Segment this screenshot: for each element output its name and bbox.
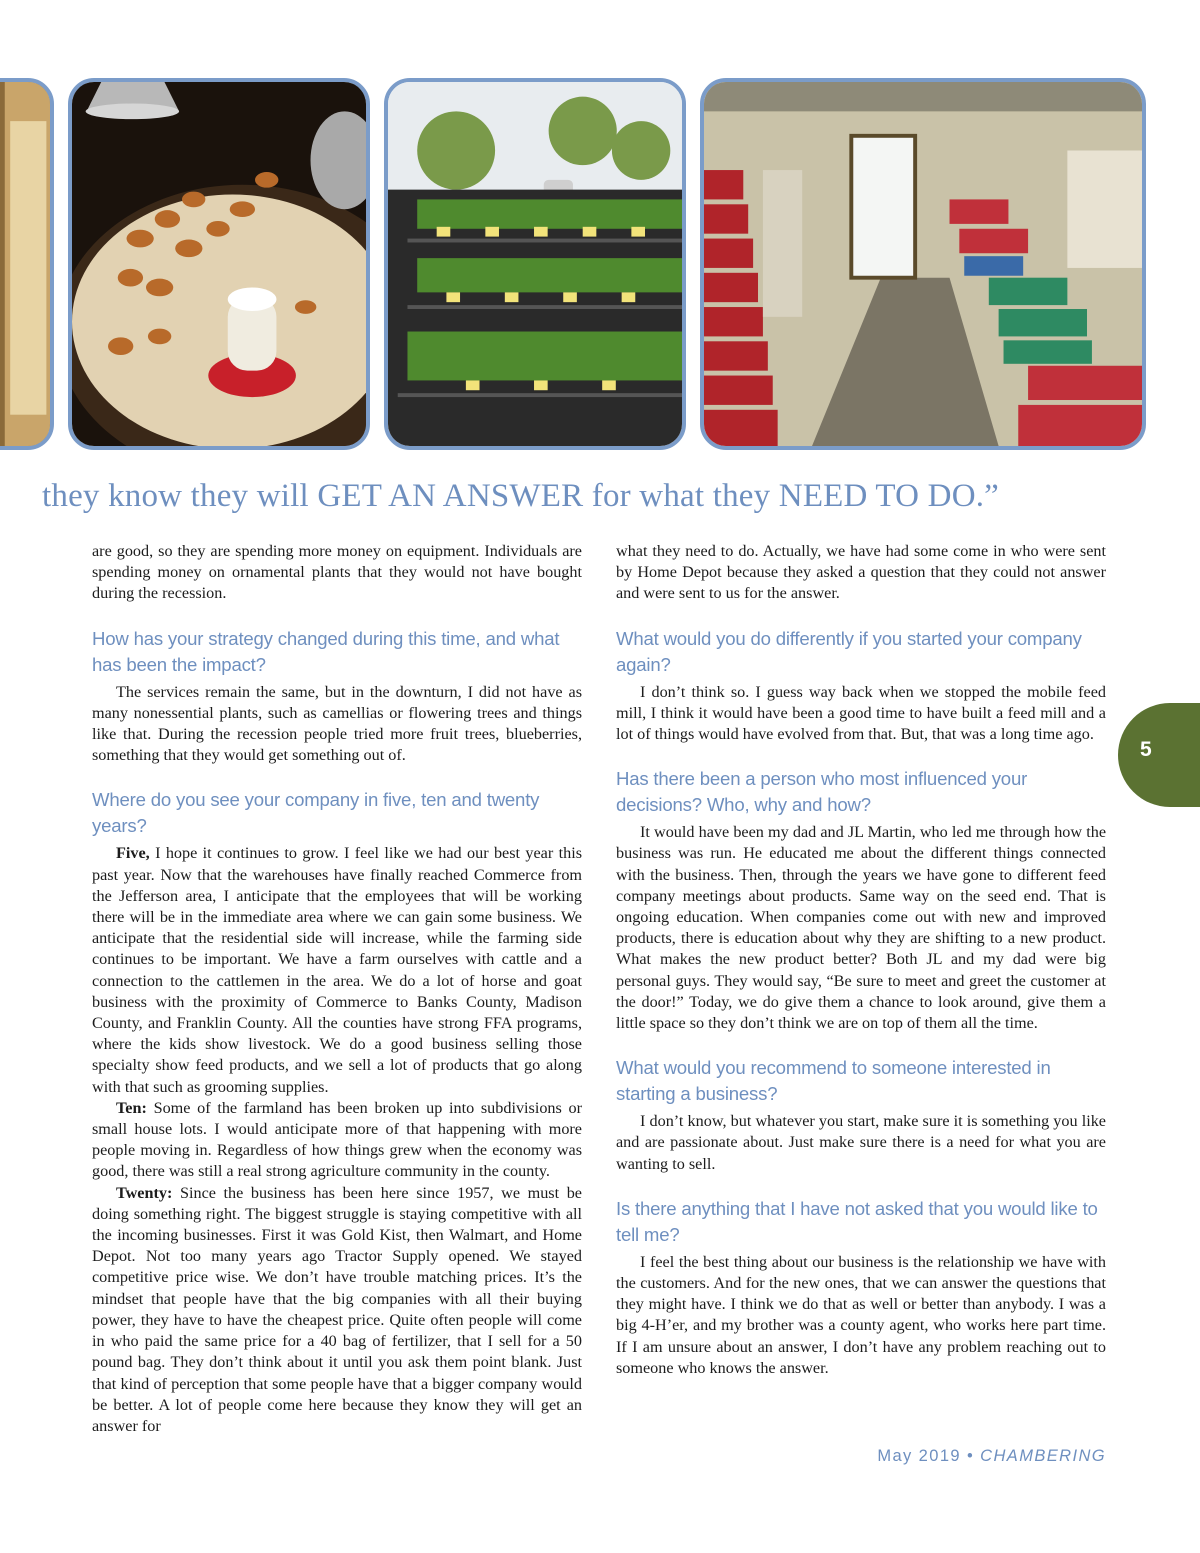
paragraph: what they need to do. Actually, we have had some come in who were sent by Home Depot because they asked a question that they could not answer and were sent to us for the answer. <box>616 542 1106 603</box>
page-number: 5 <box>1140 738 1152 761</box>
pull-quote-text-1: they know they will <box>42 478 318 514</box>
question-heading: What would you do differently if you started your company again? <box>616 627 1082 675</box>
photo-feed-warehouse <box>700 78 1146 450</box>
photo-chicks-brooder <box>68 78 370 450</box>
paragraph: It would have been my dad and JL Martin, who led me through how the business was run. He educated me about the different things connected with the business. Then, through the years we have gone to different feed company meetings about products. Same way on the seed end. That is ongoing education. When companies come out with new and improved products, there is education about why they are shifting to a new product. What makes the new product better? Both JL and my dad were big personal guys. They would say, “Be sure to meet and greet the customer at the door!” Today, we do give them a chance to look around, give them a little space so they don’t think we are on top of them all the time. <box>616 823 1106 1033</box>
right-column <box>616 541 1106 1379</box>
paragraph: I feel the best thing about our business is the relationship we have with the customers. And for the new ones, that we can answer the questions that they might have. I think we do that as well or better than anybody. I was a big 4-H’er, and my brother was a county agent, who works here part time. If I am unsure about an answer, I don’t have any problem reaching out to someone who knows the answer. <box>616 1252 1106 1377</box>
question-heading: Is there anything that I have not asked that you would like to tell me? <box>616 1197 1098 1245</box>
question-heading: How has your strategy changed during this time, and what has been the impact? <box>92 627 560 675</box>
ten-label: Ten: <box>116 1098 147 1117</box>
footer-magazine-name: CHAMBERING <box>980 1447 1106 1465</box>
page-number-tab <box>1118 703 1200 807</box>
paragraph: I don’t think so. I guess way back when we stopped the mobile feed mill, I think it would have been a good time to have built a feed mill and a lot of things would have evolved from that. But, that was a long time ago. <box>616 682 1106 744</box>
paragraph-ten <box>92 1098 582 1183</box>
pull-quote <box>42 478 1162 515</box>
ten-text: Some of the farmland has been broken up into subdivisions or small house lots. I would anticipate more of that happening with more people moving in. Regardless of how things grew when the economy was good, there was still a real strong agriculture community in the county. <box>92 1098 582 1181</box>
five-text: I hope it continues to grow. I feel like we had our best year this past year. Now that the warehouses have finally reached Commerce from the Jefferson area, I anticipate that the employees that will be working there will be in the immediate area where we can gain some business. We anticipate that the residential side will increase, while the farming side continues to be important. We have a farm ourselves with cattle and a connection to the cattlemen in the area. We do a lot of horse and goat business with the proximity of Commerce to Banks County, Madison County, and Franklin County. All the counties have strong FFA programs, where the kids show livestock. We do a good business selling those specialty show feed products, and we sell a lot of products that go along with that such as grooming supplies. <box>92 844 582 1096</box>
photo-plant-shelves <box>384 78 686 450</box>
pull-quote-close-mark: ” <box>984 478 1000 514</box>
pull-quote-emphasis-1: GET AN ANSWER <box>317 478 584 514</box>
footer-separator: • <box>961 1447 981 1465</box>
paragraph: The services remain the same, but in the downturn, I did not have as many nonessential plants, such as camellias or flowering trees and things like that. During the recession people tried more fruit trees, blueberries, something that they would get something out of. <box>92 682 582 765</box>
paragraph: are good, so they are spending more money on equipment. Individuals are spending money on ornamental plants that they would not have bought during the recession. <box>92 542 582 603</box>
question-heading: What would you recommend to someone interested in starting a business? <box>616 1057 1051 1105</box>
five-label: Five, <box>116 844 150 863</box>
paragraph: I don’t know, but whatever you start, make sure it is something you like and are passionate about. Just make sure there is a need for what you are wanting to sell. <box>616 1112 1106 1173</box>
paragraph-twenty <box>92 1183 582 1437</box>
question-heading: Where do you see your company in five, ten and twenty years? <box>92 789 540 837</box>
twenty-text: Since the business has been here since 1957, we must be doing something right. The biggest struggle is staying competitive with all the incoming businesses. First it was Gold Kist, then Walmart, and Home Depot. Not too many years ago Tractor Supply opened. We stayed competitive price wise. We don’t have trouble matching prices. It’s the mindset that people have that the big companies with all their buying power, they have to have the cheapest price. Quite often people will come in who paid the same price for a 40 bag of fertilizer, that I sell for a 50 pound bag. They don’t think about it until you ask them point blank. Just that kind of perception that some people have that a bigger company would be better. A lot of people come here because they know they will get an answer for <box>92 1183 582 1435</box>
pull-quote-emphasis-2: NEED TO DO. <box>778 478 985 514</box>
question-heading: Has there been a person who most influenced your decisions? Who, why and how? <box>616 768 1028 816</box>
paragraph-five <box>92 843 582 1097</box>
left-column <box>92 541 582 1437</box>
footer-date: May 2019 <box>877 1447 961 1465</box>
pull-quote-text-2: for what they <box>583 478 779 514</box>
footer <box>877 1447 1106 1466</box>
photo-partial-left <box>0 78 54 450</box>
twenty-label: Twenty: <box>116 1183 173 1202</box>
